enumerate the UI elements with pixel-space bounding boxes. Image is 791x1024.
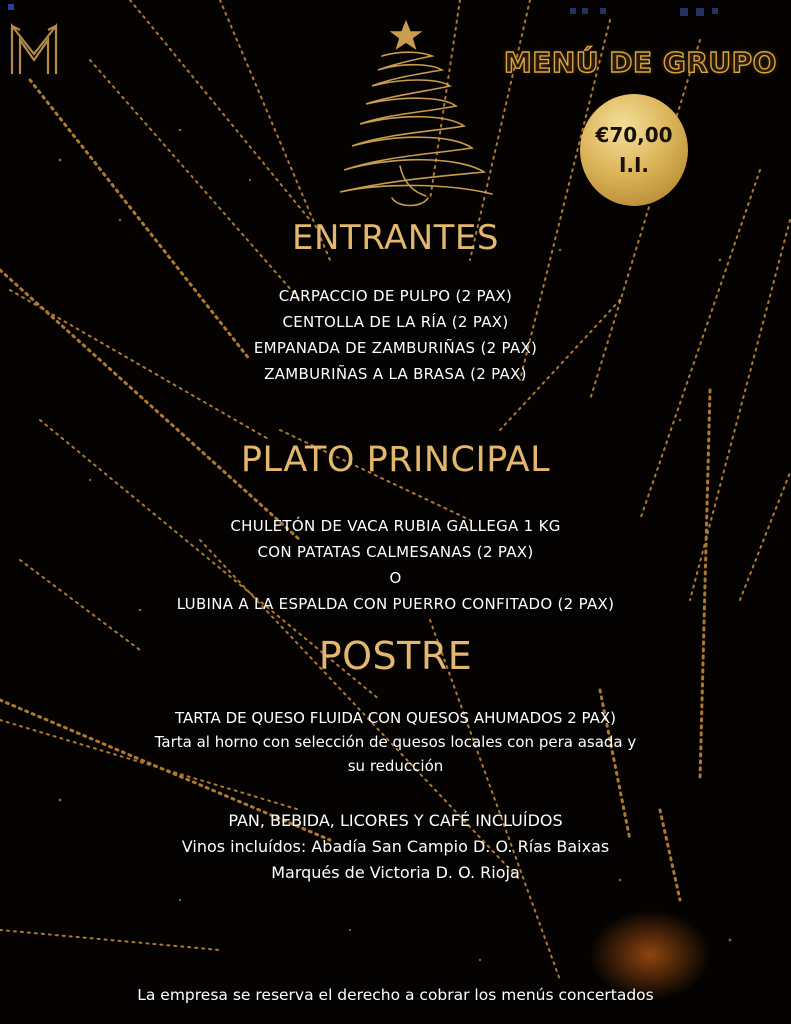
list-item: CARPACCIO DE PULPO (2 PAX)	[278, 287, 513, 305]
price-amount: €70,00	[595, 123, 673, 147]
footer-note: La empresa se reserva el derecho a cobrar los menús concertados	[137, 986, 654, 1004]
dessert-line: su reducción	[347, 757, 444, 775]
list-item: O	[389, 569, 402, 587]
main-course-list	[0, 513, 791, 617]
list-item: CHULETÓN DE VACA RUBIA GALLEGA 1 KG	[230, 517, 561, 535]
extras-line: Vinos incluídos: Abadía San Campio D. O. Rías Baixas	[181, 837, 610, 856]
m-monogram-logo	[8, 20, 60, 78]
starters-list	[0, 283, 791, 387]
list-item: EMPANADA DE ZAMBURIÑAS (2 PAX)	[253, 339, 538, 357]
dessert-block	[0, 706, 791, 778]
list-item: CENTOLLA DE LA RÍA (2 PAX)	[282, 313, 509, 331]
list-item: ZAMBURIÑAS A LA BRASA (2 PAX)	[264, 365, 527, 383]
included-extras	[0, 808, 791, 886]
list-item: CON PATATAS CALMESANAS (2 PAX)	[257, 543, 534, 561]
price-badge	[580, 94, 688, 206]
dessert-line: TARTA DE QUESO FLUIDA CON QUESOS AHUMADOS 2 PAX)	[174, 709, 617, 727]
starters-title: ENTRANTES	[292, 218, 499, 258]
dessert-line: Tarta al horno con selección de quesos locales con pera asada y	[154, 733, 637, 751]
dessert-title: POSTRE	[318, 634, 473, 678]
extras-line: PAN, BEBIDA, LICORES Y CAFÉ INCLUÍDOS	[228, 811, 563, 830]
main-course-title: PLATO PRINCIPAL	[240, 440, 551, 480]
list-item: LUBINA A LA ESPALDA CON PUERRO CONFITADO (2 PAX)	[176, 595, 615, 613]
price-note: I.I.	[618, 153, 650, 177]
extras-line: Marqués de Victoria D. O. Rioja	[271, 863, 520, 882]
christmas-tree-icon	[322, 16, 498, 212]
menu-title: MENÚ DE GRUPO	[503, 46, 777, 79]
